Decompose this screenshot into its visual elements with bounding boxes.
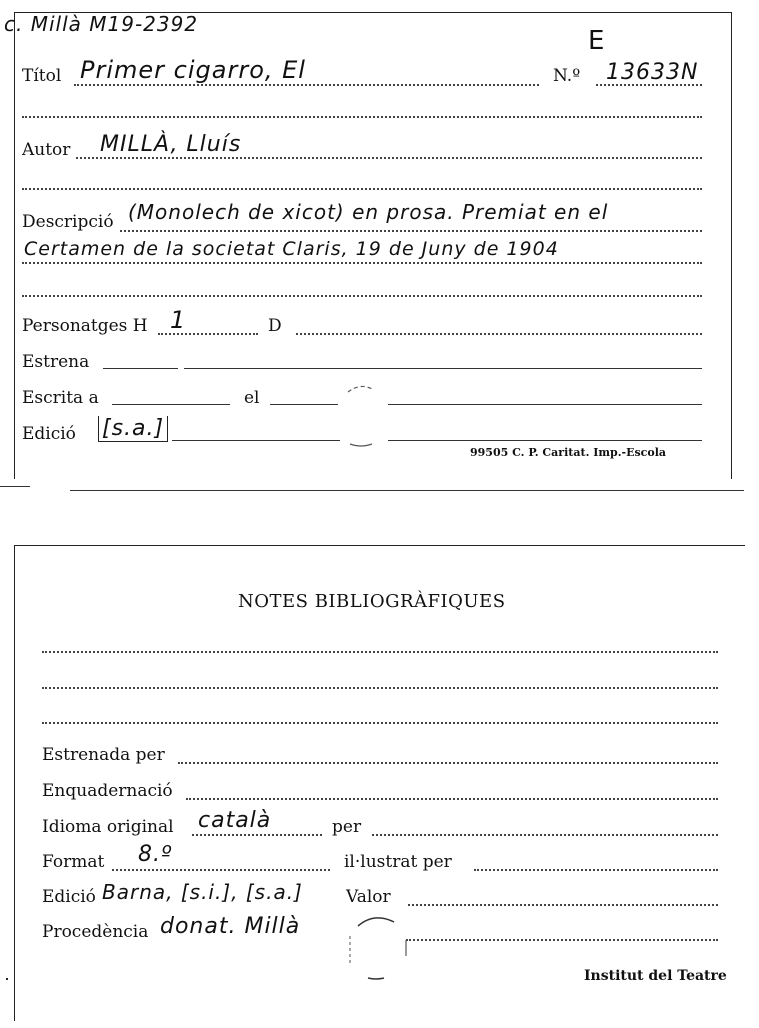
card-separator (70, 490, 744, 491)
written-line (112, 404, 230, 405)
premiere-line-2 (184, 368, 702, 369)
binding-line (186, 798, 718, 800)
value-label: Valor (346, 887, 391, 907)
notes-line-2 (42, 687, 718, 689)
punch-hole-mark-back (344, 906, 408, 984)
reference-note: c. Millà M19-2392 (4, 12, 199, 36)
author-value: MILLÀ, Lluís (100, 132, 242, 157)
author-line (76, 157, 702, 159)
stamp-letter: E (588, 26, 606, 56)
number-value: 13633N (606, 60, 699, 85)
back-edition-label: Edició (42, 887, 96, 907)
premiere-line-1 (103, 368, 178, 369)
written-el-line-1 (270, 404, 338, 405)
value-line (408, 904, 718, 906)
back-edition-value: Barna, [s.i.], [s.a.] (102, 880, 303, 904)
notes-heading: NOTES BIBLIOGRÀFIQUES (238, 591, 506, 612)
characters-h-value: 1 (170, 306, 187, 334)
title-value: Primer cigarro, El (80, 56, 306, 84)
description-line-1 (120, 230, 702, 232)
description-label: Descripció (22, 212, 114, 232)
original-language-label: Idioma original (42, 817, 174, 837)
blank-line-1 (22, 116, 702, 118)
characters-label: Personatges H (22, 316, 148, 336)
written-el-label: el (244, 388, 260, 408)
premiered-by-label: Estrenada per (42, 745, 165, 765)
provenance-value: donat. Millà (160, 914, 301, 939)
description-line-2 (22, 262, 702, 264)
edition-line-2 (388, 440, 702, 441)
illustrated-label: il·lustrat per (344, 852, 452, 872)
edition-label: Edició (22, 424, 76, 444)
characters-d-label: D (268, 316, 282, 336)
premiered-by-line (178, 762, 718, 764)
edition-value: [s.a.] (98, 416, 168, 442)
printer-credit: 99505 C. P. Caritat. Imp.-Escola (470, 446, 667, 459)
edition-line-1 (172, 440, 340, 441)
characters-d-line (296, 333, 702, 335)
notes-line-1 (42, 651, 718, 653)
format-value: 8.º (138, 842, 173, 867)
blank-line-3 (22, 295, 702, 297)
per-label: per (332, 817, 362, 837)
format-line (112, 869, 330, 871)
punch-hole-mark (336, 380, 386, 454)
original-language-line (192, 834, 322, 836)
number-label: N.º (553, 66, 581, 86)
scan-speck (6, 978, 8, 980)
title-label: Títol (22, 66, 62, 86)
written-label: Escrita a (22, 388, 99, 408)
description-value-2: Certamen de la societat Claris, 19 de Juny de 1904 (24, 238, 559, 260)
title-line (74, 84, 539, 86)
card-separator-left (0, 486, 30, 487)
provenance-line (406, 939, 718, 941)
description-value-1: (Monolech de xicot) en prosa. Premiat en el (128, 200, 609, 224)
author-label: Autor (22, 140, 71, 160)
illustrated-line (474, 869, 718, 871)
provenance-label: Procedència (42, 922, 149, 942)
original-language-value: català (198, 808, 272, 833)
per-line (372, 834, 718, 836)
written-el-line-2 (388, 404, 702, 405)
institution-name: Institut del Teatre (584, 968, 727, 984)
blank-line-2 (22, 188, 702, 190)
binding-label: Enquadernació (42, 781, 173, 801)
premiere-label: Estrena (22, 352, 90, 372)
notes-line-3 (42, 722, 718, 724)
format-label: Format (42, 852, 105, 872)
